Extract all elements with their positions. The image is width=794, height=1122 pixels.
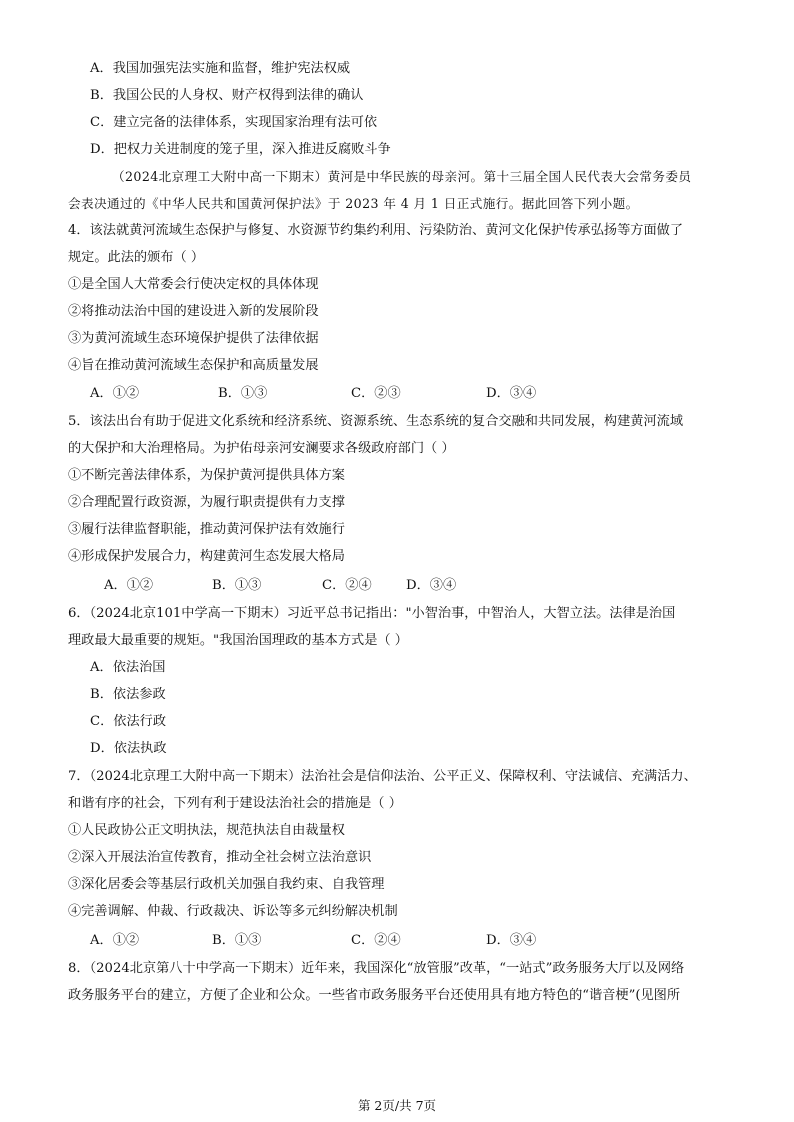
choice-d: D．③④: [486, 386, 537, 401]
choice-c: C．②③: [351, 386, 401, 401]
question-6-option-b: B．依法参政: [90, 687, 166, 702]
question-6-option-d: D．依法执政: [90, 741, 167, 756]
question-4-stem-1: 4．该法就黄河流域生态保护与修复、水资源节约集约利用、污染防治、黄河文化保护传承弘扬等方面做了: [68, 223, 684, 238]
choice-c: C．②④: [322, 578, 372, 593]
page-footer: 第 2页/共 7页: [357, 1098, 437, 1113]
choice-b: B．①③: [218, 386, 268, 401]
question-4-item-4: ④旨在推动黄河流域生态保护和高质量发展: [68, 358, 319, 373]
choice-b: B．①③: [212, 933, 262, 948]
question-4-item-3: ③为黄河流域生态环境保护提供了法律依据: [68, 331, 319, 346]
question-4-item-1: ①是全国人大常委会行使决定权的具体体现: [68, 277, 319, 292]
choice-a: A．①②: [90, 386, 140, 401]
question-8-stem-1: 8．（2024北京第八十中学高一下期末）近年来，我国深化“放管服”改革，“一站式”政务服务大厅以及网络: [68, 961, 685, 976]
question-5-item-1: ①不断完善法律体系，为保护黄河提供具体方案: [68, 468, 345, 483]
question-4-item-2: ②将推动法治中国的建设进入新的发展阶段: [68, 304, 319, 319]
question-5-stem-2: 的大保护和大治理格局。为护佑母亲河安澜要求各级政府部门（ ）: [68, 441, 455, 456]
option-c: C．建立完备的法律体系，实现国家治理有法可依: [90, 115, 378, 130]
question-5-item-2: ②合理配置行政资源，为履行职责提供有力支撑: [68, 495, 345, 510]
question-7-stem-1: 7．（2024北京理工大附中高一下期末）法治社会是信仰法治、公平正义、保障权利、守法诚信、充满活力、: [68, 769, 697, 784]
question-8-stem-2: 政务服务平台的建立，方便了企业和公众。一些省市政务服务平台还使用具有地方特色的“谐音梗”(见图所: [68, 988, 681, 1003]
choice-b: B．①③: [212, 578, 262, 593]
question-6-option-c: C．依法行政: [90, 714, 167, 729]
passage-line-1: （2024北京理工大附中高一下期末）黄河是中华民族的母亲河。第十三届全国人民代表大会常务委员: [112, 169, 692, 184]
question-5-item-4: ④形成保护发展合力，构建黄河生态发展大格局: [68, 549, 345, 564]
question-7-item-2: ②深入开展法治宣传教育，推动全社会树立法治意识: [68, 850, 372, 865]
question-7-item-4: ④完善调解、仲裁、行政裁决、诉讼等多元纠纷解决机制: [68, 904, 398, 919]
passage-line-2: 会表决通过的《中华人民共和国黄河保护法》于 2023 年 4 月 1 日正式施行。据此回答下列小题。: [68, 196, 639, 211]
question-7-stem-2: 和谐有序的社会，下列有利于建设法治社会的措施是（ ）: [68, 796, 402, 811]
question-6-stem-1: 6．（2024北京101中学高一下期末）习近平总书记指出："小智治事，中智治人，大智立法。法律是治国: [68, 606, 676, 621]
question-5-stem-1: 5．该法出台有助于促进文化系统和经济系统、资源系统、生态系统的复合交融和共同发展，构建黄河流域: [68, 414, 684, 429]
choice-a: A．①②: [90, 933, 140, 948]
choice-c: C．②④: [351, 933, 401, 948]
question-4-stem-2: 规定。此法的颁布（ ）: [68, 250, 205, 265]
choice-d: D．③④: [406, 578, 457, 593]
choice-a: A．①②: [104, 578, 154, 593]
question-6-stem-2: 理政最大最重要的规矩。"我国治国理政的基本方式是（ ）: [68, 633, 408, 648]
question-7-item-3: ③深化居委会等基层行政机关加强自我约束、自我管理: [68, 877, 385, 892]
option-b: B．我国公民的人身权、财产权得到法律的确认: [90, 88, 364, 103]
question-5-item-3: ③履行法律监督职能，推动黄河保护法有效施行: [68, 522, 345, 537]
question-7-item-1: ①人民政协公正文明执法，规范执法自由裁量权: [68, 823, 345, 838]
choice-d: D．③④: [486, 933, 537, 948]
option-a: A．我国加强宪法实施和监督，维护宪法权威: [90, 61, 351, 76]
question-6-option-a: A．依法治国: [90, 660, 166, 675]
option-d: D．把权力关进制度的笼子里，深入推进反腐败斗争: [90, 142, 391, 157]
